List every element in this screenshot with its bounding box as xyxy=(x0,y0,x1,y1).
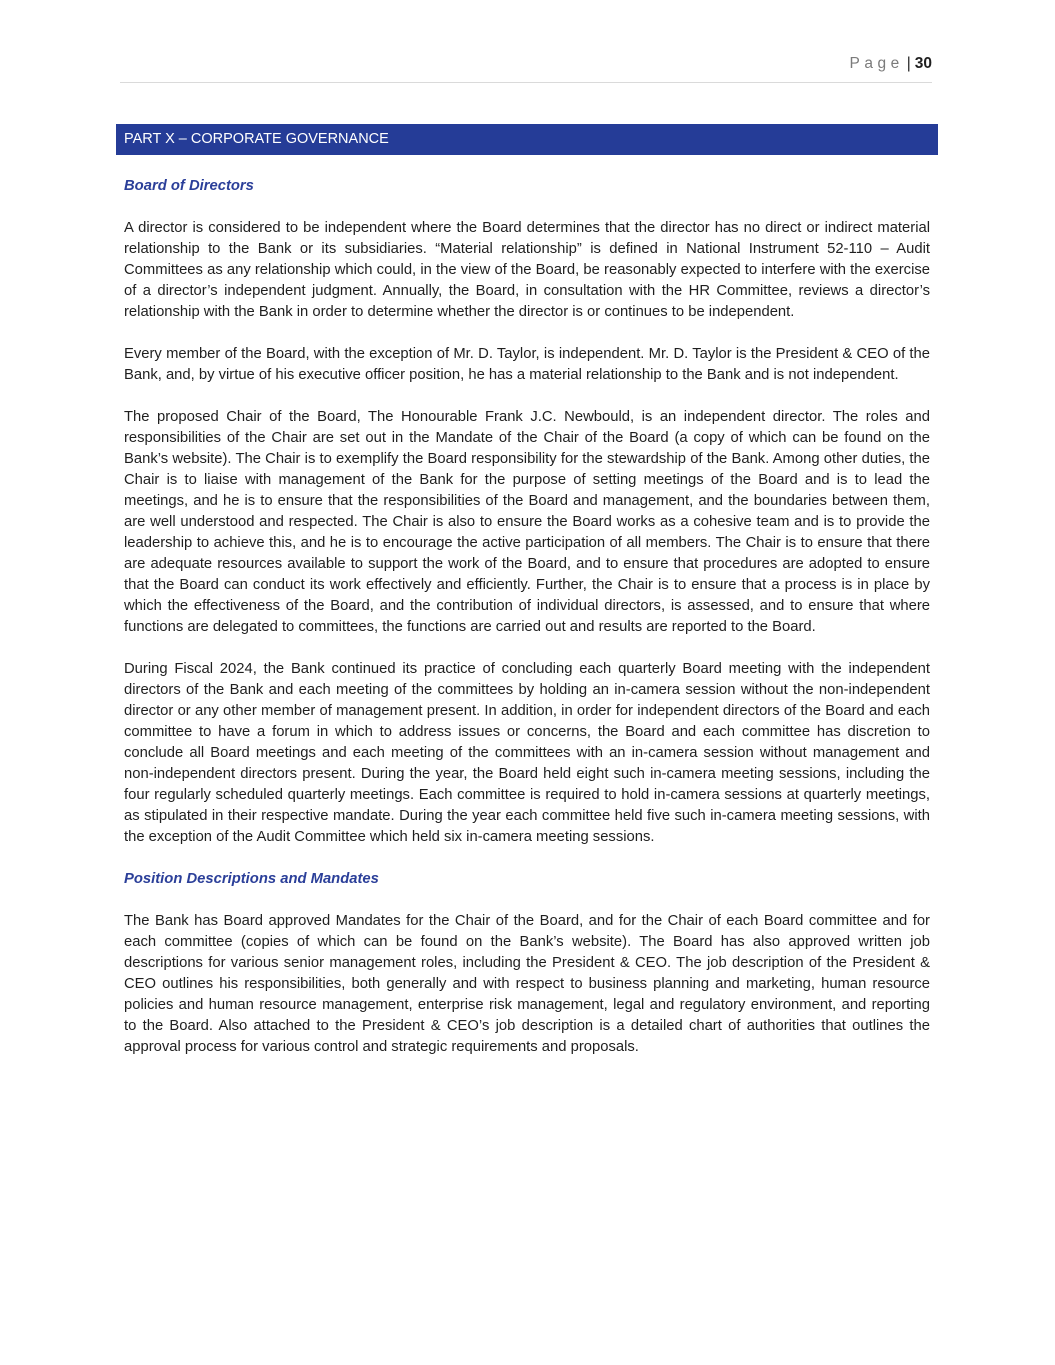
page-label: Page xyxy=(849,55,904,72)
section-heading-board-of-directors: Board of Directors xyxy=(124,178,254,194)
paragraph-in-camera-sessions: During Fiscal 2024, the Bank continued its practice of concluding each quarterly Board meeting with the independent directors of the Bank and each meeting of the committees by holding an in-camera session without the non-independent director or any other member of management present. In addition, in order for independent directors of the Board and each committee to have a forum in which to address issues or concerns, the Board and each committee has discretion to conclude all Board meetings and each meeting of the committees with an in-camera session without management and non-independent directors present. During the year, the Board held eight such in-camera meeting sessions, including the four regularly scheduled quarterly meetings. Each committee is required to hold in-camera sessions at quarterly meetings, as stipulated in their respective mandate. During the year each committee held five such in-camera meeting sessions, with the exception of the Audit Committee which held six in-camera meeting sessions. xyxy=(124,661,930,845)
section-heading-position-descriptions: Position Descriptions and Mandates xyxy=(124,871,379,887)
page-header xyxy=(120,55,932,83)
part-title-banner: PART X – CORPORATE GOVERNANCE xyxy=(116,124,938,155)
paragraph-board-independence: Every member of the Board, with the exception of Mr. D. Taylor, is independent. Mr. D. Taylor is the President & CEO of the Bank, and, by virtue of his executive officer position, he has a material relationship to the Bank and is not independent. xyxy=(124,346,930,383)
paragraph-mandates: The Bank has Board approved Mandates for the Chair of the Board, and for the Chair of each Board committee and for each committee (copies of which can be found on the Bank’s website). The Board has also approved written job descriptions for various senior management roles, including the President & CEO. The job description of the President & CEO outlines his responsibilities, both generally and with respect to business planning and marketing, human resource policies and human resource management, enterprise risk management, legal and regulatory environment, and reporting to the Board. Also attached to the President & CEO’s job description is a detailed chart of authorities that outlines the approval process for various control and strategic requirements and proposals. xyxy=(124,913,930,1055)
page-number: 30 xyxy=(914,55,932,72)
document-body xyxy=(124,176,930,1079)
page-separator: | xyxy=(906,55,911,72)
paragraph-chair-role: The proposed Chair of the Board, The Honourable Frank J.C. Newbould, is an independent director. The roles and responsibilities of the Chair are set out in the Mandate of the Chair of the Board (a copy of which can be found on the Bank’s website). The Chair is to exemplify the Board responsibility for the stewardship of the Bank. Among other duties, the Chair is to liaise with management of the Bank for the purpose of setting meetings of the Board and is to lead the meetings, and he is to ensure that the responsibilities of the Board and management, and the boundaries between them, are well understood and respected. The Chair is also to ensure the Board works as a cohesive team and is to provide the leadership to achieve this, and he is to encourage the active participation of all members. The Chair is to ensure that there are adequate resources available to support the work of the Board, and to ensure that procedures are adopted to ensure that the Board can conduct its work effectively and efficiently. Further, the Chair is to ensure that a process is in place by which the effectiveness of the Board, and the contribution of individual directors, is assessed, and to ensure that where functions are delegated to committees, the functions are carried out and results are reported to the Board. xyxy=(124,409,930,635)
paragraph-independence-definition: A director is considered to be independent where the Board determines that the director has no direct or indirect material relationship to the Bank or its subsidiaries. “Material relationship” is defined in National Instrument 52-110 – Audit Committees as any relationship which could, in the view of the Board, be reasonably expected to interfere with the exercise of a director’s independent judgment. Annually, the Board, in consultation with the HR Committee, reviews a director’s relationship with the Bank in order to determine whether the director is or continues to be independent. xyxy=(124,220,930,320)
